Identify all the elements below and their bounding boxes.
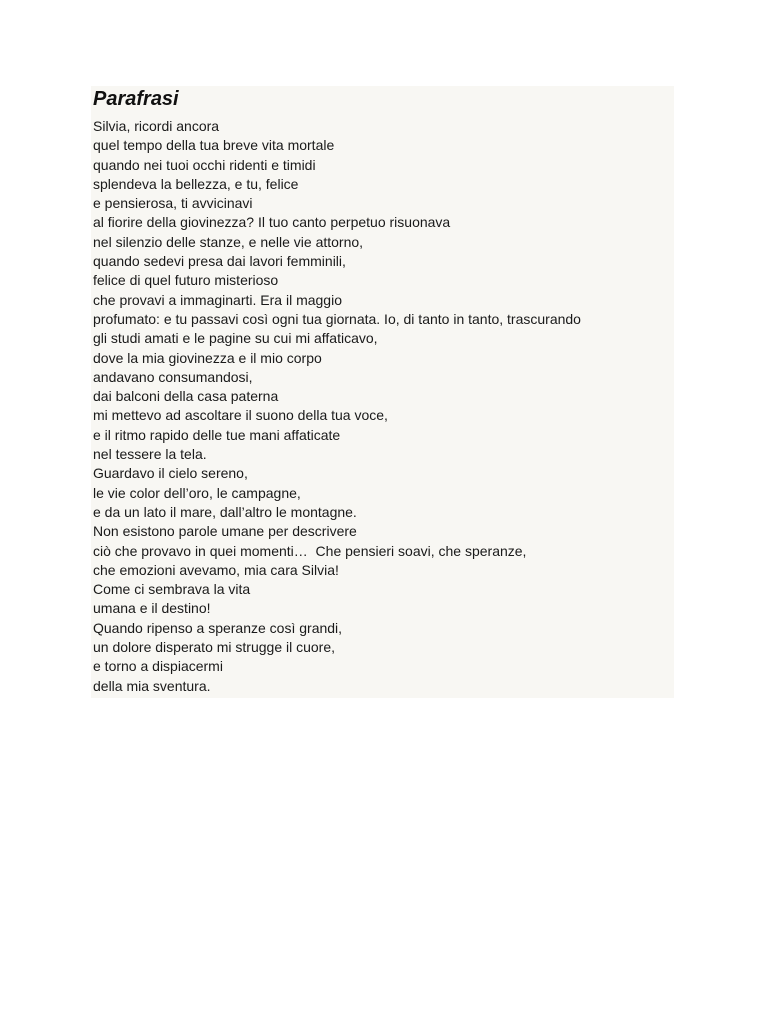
text-line: splendeva la bellezza, e tu, felice (93, 175, 299, 192)
text-line: al fiorire della giovinezza? Il tuo canto perpetuo risuonava (93, 214, 451, 231)
text-line: quando sedevi presa dai lavori femminili, (93, 253, 346, 270)
text-line: le vie color dell’oro, le campagne, (93, 484, 301, 501)
text-line: un dolore disperato mi strugge il cuore, (93, 639, 336, 656)
text-line: e il ritmo rapido delle tue mani affaticate (93, 426, 341, 443)
text-line: Non esistono parole umane per descrivere (93, 523, 357, 540)
text-line: nel tessere la tela. (93, 446, 207, 463)
text-line: Quando ripenso a speranze così grandi, (93, 619, 343, 636)
poem-paraphrase-lines (93, 117, 674, 696)
text-line: umana e il destino! (93, 600, 211, 617)
text-block (91, 86, 674, 698)
text-line: che emozioni avevamo, mia cara Silvia! (93, 561, 339, 578)
text-line: dove la mia giovinezza e il mio corpo (93, 349, 322, 366)
text-line: e torno a dispiacermi (93, 658, 223, 675)
text-line: e pensierosa, ti avvicinavi (93, 195, 253, 212)
text-line: andavano consumandosi, (93, 368, 253, 385)
text-line: ciò che provavo in quei momenti… Che pensieri soavi, che speranze, (93, 542, 527, 559)
text-line: Come ci sembrava la vita (93, 581, 251, 598)
text-line: quel tempo della tua breve vita mortale (93, 137, 335, 154)
text-line: quando nei tuoi occhi ridenti e timidi (93, 156, 316, 173)
text-line: dai balconi della casa paterna (93, 388, 279, 405)
text-line: gli studi amati e le pagine su cui mi affaticavo, (93, 330, 378, 347)
text-line: Guardavo il cielo sereno, (93, 465, 248, 482)
text-line: mi mettevo ad ascoltare il suono della tua voce, (93, 407, 388, 424)
text-line: nel silenzio delle stanze, e nelle vie attorno, (93, 233, 364, 250)
text-line: Silvia, ricordi ancora (93, 118, 220, 134)
text-line: profumato: e tu passavi così ogni tua giornata. Io, di tanto in tanto, trascurando (93, 310, 581, 327)
text-line: della mia sventura. (93, 677, 211, 694)
text-line: felice di quel futuro misterioso (93, 272, 279, 289)
document-title: Parafrasi (93, 88, 179, 110)
text-line: che provavi a immaginarti. Era il maggio (93, 291, 342, 308)
text-line: e da un lato il mare, dall’altro le montagne. (93, 503, 357, 520)
